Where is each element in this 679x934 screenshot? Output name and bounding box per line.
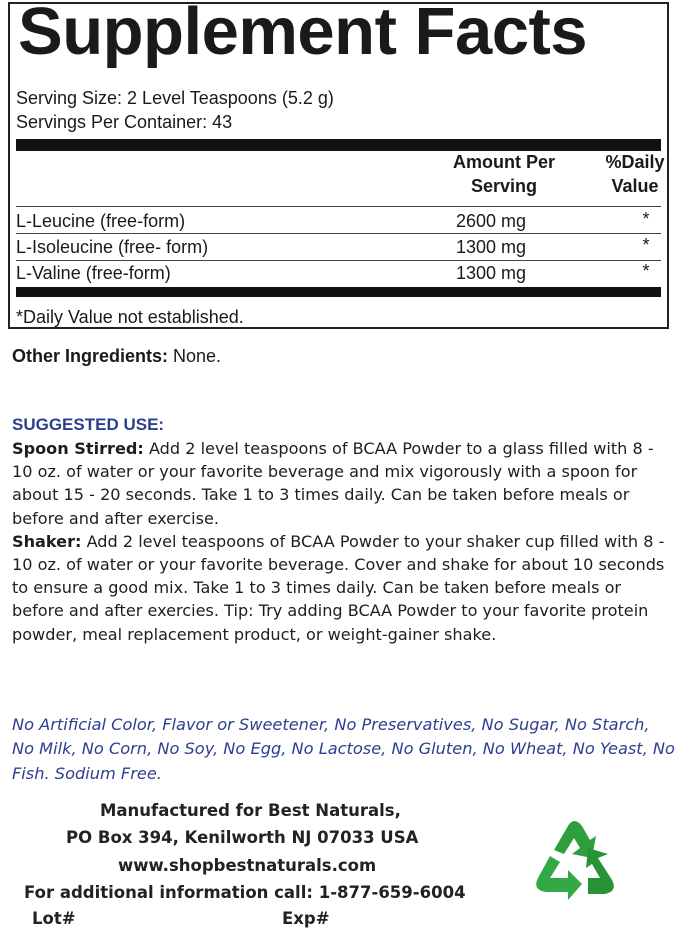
serving-size: Serving Size: 2 Level Teaspoons (5.2 g) xyxy=(16,88,334,108)
shaker-label: Shaker: xyxy=(12,531,82,551)
facts-title: Supplement Facts xyxy=(18,0,588,69)
row-name-leucine: L-Leucine (free-form) xyxy=(16,211,186,231)
recycle-arrow-right xyxy=(586,848,614,894)
row-amount-valine: 1300 mg xyxy=(456,263,527,283)
manufacturer-website[interactable]: www.shopbestnaturals.com xyxy=(118,856,377,875)
spoon-stirred-paragraph xyxy=(12,437,672,530)
free-from-claims: No Artificial Color, Flavor or Sweetener, No Preservatives, No Sugar, No Starch, No Milk, No Corn, No Soy, No Egg, No Lactose, No Gluten, No Wheat, No Yeast, No Fish. Sodium Free. xyxy=(12,715,675,783)
row-dv-isoleucine: * xyxy=(642,235,650,255)
row-name-valine: L-Valine (free-form) xyxy=(16,263,171,283)
row-dv-leucine: * xyxy=(642,209,650,229)
manufacturer-address: PO Box 394, Kenilworth NJ 07033 USA xyxy=(66,828,419,847)
shaker-text: Add 2 level teaspoons of BCAA Powder to your shaker cup filled with 8 - 10 oz. of water or your favorite beverage. Cover and shake for about 10 seconds to ensure a good mix. Take 1 to 3 times daily. Can be taken before meals or before and after exercies. Tip: Try adding BCAA Powder to your favorite protein powder, meal replacement product, or weight-gainer shake. xyxy=(12,531,665,644)
row-amount-isoleucine: 1300 mg xyxy=(456,237,527,257)
row-divider xyxy=(16,206,661,207)
recycle-arrow-left xyxy=(536,856,582,900)
supplement-facts-panel xyxy=(8,2,669,329)
expiry-label: Exp# xyxy=(282,909,330,928)
manufacturer-name: Manufactured for Best Naturals, xyxy=(100,801,401,820)
header-daily-value: %Daily Value xyxy=(605,152,665,196)
spoon-stirred-text: Add 2 level teaspoons of BCAA Powder to a glass filled with 8 - 10 oz. of water or your favorite beverage and mix vigorously with a spoon for about 15 - 20 seconds. Take 1 to 3 times daily. Can be taken before meals or before and after exercise. xyxy=(12,439,654,528)
shaker-paragraph xyxy=(12,530,672,646)
header-amount-per-serving: Amount Per Serving xyxy=(452,152,555,196)
row-divider xyxy=(16,260,661,261)
suggested-use-heading: SUGGESTED USE: xyxy=(12,415,165,434)
manufacturer-phone: For additional information call: 1-877-659-6004 xyxy=(24,883,466,902)
row-dv-valine: * xyxy=(642,261,650,281)
other-ingredients xyxy=(12,345,221,367)
row-amount-leucine: 2600 mg xyxy=(456,211,527,231)
row-divider xyxy=(16,233,661,234)
thick-divider-bottom xyxy=(16,287,661,297)
other-ingredients-label: Other Ingredients: xyxy=(12,346,169,366)
daily-value-footnote: *Daily Value not established. xyxy=(16,307,244,327)
lot-number-label: Lot# xyxy=(32,909,76,928)
servings-per-container: Servings Per Container: 43 xyxy=(16,112,233,132)
suggested-use-body xyxy=(12,437,672,646)
other-ingredients-value: None. xyxy=(168,346,222,366)
spoon-stirred-label: Spoon Stirred: xyxy=(12,439,144,458)
row-name-isoleucine: L-Isoleucine (free- form) xyxy=(16,237,209,257)
recycle-icon xyxy=(524,808,628,908)
